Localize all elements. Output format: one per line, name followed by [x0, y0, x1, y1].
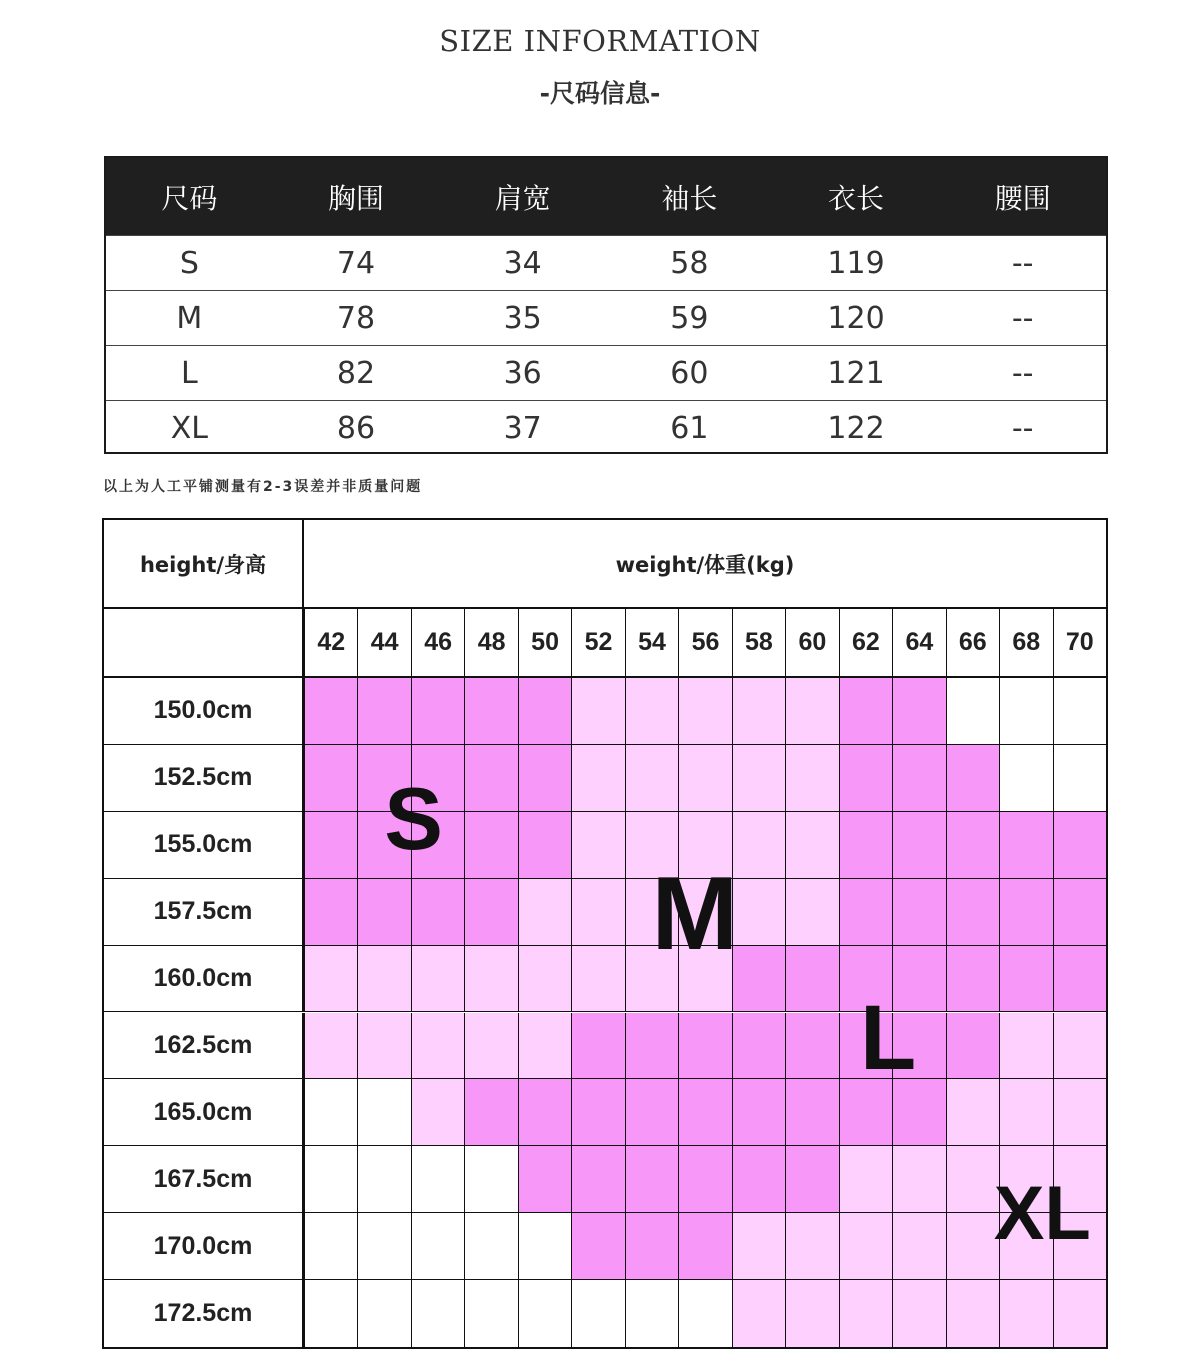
size-cell-l	[946, 1013, 999, 1079]
size-cell-xl	[946, 1213, 999, 1279]
size-cell-xl	[732, 1280, 785, 1347]
size-cell-l	[839, 812, 892, 878]
weight-header-cell: 62	[839, 609, 892, 676]
table-cell: 122	[827, 410, 885, 446]
page-title: SIZE INFORMATION	[439, 24, 761, 58]
size-cell-m	[411, 1079, 464, 1145]
size-cell-m	[304, 1013, 357, 1079]
weight-header-cell: 44	[357, 609, 410, 676]
weight-header-cell: 56	[678, 609, 731, 676]
size-cell-m	[357, 1013, 410, 1079]
size-cell-m	[625, 678, 678, 744]
table-cell: L	[180, 355, 198, 391]
table-cell: 78	[336, 300, 376, 336]
size-cell-m	[732, 678, 785, 744]
size-cell-l	[839, 1079, 892, 1145]
size-cell-m	[785, 745, 838, 811]
size-cell-l	[678, 1213, 731, 1279]
height-row	[104, 879, 1106, 946]
size-cell-l	[678, 1013, 731, 1079]
size-cell-l	[946, 812, 999, 878]
size-cell-s	[411, 678, 464, 744]
empty-cell	[357, 1079, 410, 1145]
size-cell-l	[625, 1146, 678, 1212]
table-cell: --	[1011, 245, 1034, 281]
size-cell-xl	[839, 1146, 892, 1212]
weight-header-cell: 52	[571, 609, 624, 676]
size-cell-l	[999, 812, 1052, 878]
size-cell-m	[571, 678, 624, 744]
size-cell-l	[839, 678, 892, 744]
height-row	[104, 1146, 1106, 1213]
size-cell-l	[625, 1013, 678, 1079]
size-cell-l	[1053, 879, 1106, 945]
table-cell: M	[176, 300, 203, 336]
size-cell-m	[625, 745, 678, 811]
height-label: 165.0cm	[104, 1079, 304, 1145]
table-row	[106, 290, 1106, 345]
size-cell-l	[1053, 812, 1106, 878]
size-cell-s	[304, 678, 357, 744]
size-cell-m	[304, 946, 357, 1012]
size-region-label: XL	[993, 1171, 1091, 1257]
weight-header-cell: 50	[518, 609, 571, 676]
size-cell-m	[571, 812, 624, 878]
size-cell-xl	[785, 1280, 838, 1347]
table-cell: 86	[336, 410, 376, 446]
size-cell-m	[785, 812, 838, 878]
height-label: 150.0cm	[104, 678, 304, 744]
size-cell-l	[518, 1146, 571, 1212]
size-cell-m	[571, 879, 624, 945]
size-cell-m	[518, 1013, 571, 1079]
size-cell-s	[304, 879, 357, 945]
size-cell-s	[518, 678, 571, 744]
weight-header-cell: 66	[946, 609, 999, 676]
empty-cell	[518, 1213, 571, 1279]
height-row	[104, 1280, 1106, 1347]
size-cell-m	[411, 946, 464, 1012]
empty-cell	[411, 1146, 464, 1212]
height-row	[104, 1079, 1106, 1146]
size-cell-m	[732, 812, 785, 878]
weight-axis-label: weight/体重(kg)	[615, 552, 795, 577]
header-cell: 肩宽	[494, 181, 551, 215]
table-row	[106, 400, 1106, 455]
size-table	[104, 156, 1108, 454]
size-cell-l	[839, 879, 892, 945]
size-cell-s	[464, 745, 517, 811]
table-cell: 121	[827, 355, 885, 391]
empty-cell	[464, 1146, 517, 1212]
weight-header-cell: 46	[411, 609, 464, 676]
size-cell-xl	[839, 1280, 892, 1347]
empty-cell	[518, 1280, 571, 1347]
size-cell-l	[946, 879, 999, 945]
size-cell-xl	[839, 1213, 892, 1279]
empty-cell	[357, 1213, 410, 1279]
table-cell: --	[1011, 355, 1034, 391]
header-cell: 胸围	[328, 181, 385, 215]
size-cell-l	[732, 1146, 785, 1212]
size-cell-l	[571, 1079, 624, 1145]
height-row	[104, 745, 1106, 812]
size-cell-l	[892, 879, 945, 945]
empty-cell	[411, 1213, 464, 1279]
size-region-label: L	[860, 987, 917, 1090]
table-row	[106, 345, 1106, 400]
empty-cell	[946, 678, 999, 744]
empty-cell	[625, 1280, 678, 1347]
header-cell: 衣长	[828, 181, 885, 215]
page-subtitle: -尺码信息-	[539, 79, 661, 108]
size-cell-l	[571, 1146, 624, 1212]
table-row	[106, 235, 1106, 290]
height-label: 155.0cm	[104, 812, 304, 878]
size-cell-xl	[999, 1079, 1052, 1145]
size-cell-l	[785, 946, 838, 1012]
height-label: 172.5cm	[104, 1280, 304, 1347]
size-region-label: M	[651, 855, 739, 972]
size-cell-l	[678, 1079, 731, 1145]
table-cell: 82	[336, 355, 376, 391]
size-cell-s	[357, 879, 410, 945]
size-cell-l	[1053, 946, 1106, 1012]
size-cell-m	[464, 946, 517, 1012]
size-cell-xl	[785, 1213, 838, 1279]
size-cell-m	[785, 678, 838, 744]
size-cell-s	[464, 678, 517, 744]
size-cell-xl	[1053, 1079, 1106, 1145]
size-cell-m	[732, 745, 785, 811]
empty-cell	[1053, 745, 1106, 811]
weight-values-row	[104, 609, 1106, 678]
table-cell: 37	[503, 410, 542, 446]
size-cell-l	[518, 1079, 571, 1145]
size-cell-m	[732, 879, 785, 945]
height-label: 162.5cm	[104, 1013, 304, 1079]
height-label: 157.5cm	[104, 879, 304, 945]
size-cell-s	[304, 812, 357, 878]
size-cell-xl	[892, 1146, 945, 1212]
size-cell-l	[839, 745, 892, 811]
size-cell-l	[999, 946, 1052, 1012]
size-cell-l	[785, 1079, 838, 1145]
table-cell: 35	[503, 300, 542, 336]
size-cell-s	[518, 745, 571, 811]
blank-corner-cell	[104, 609, 304, 676]
weight-header-cell: 70	[1053, 609, 1106, 676]
empty-cell	[464, 1213, 517, 1279]
weight-header-cell: 42	[304, 609, 357, 676]
height-axis-label: height/身高	[104, 520, 304, 607]
size-cell-s	[464, 812, 517, 878]
weight-header-cell: 68	[999, 609, 1052, 676]
size-cell-l	[946, 946, 999, 1012]
size-cell-m	[678, 745, 731, 811]
size-cell-s	[304, 745, 357, 811]
size-cell-l	[892, 745, 945, 811]
weight-header-cell: 48	[464, 609, 517, 676]
empty-cell	[304, 1280, 357, 1347]
size-cell-xl	[732, 1213, 785, 1279]
weight-header-cell: 64	[892, 609, 945, 676]
table-cell: 119	[827, 245, 885, 281]
size-cell-l	[464, 1079, 517, 1145]
empty-cell	[464, 1280, 517, 1347]
height-row	[104, 946, 1106, 1013]
size-cell-l	[732, 1079, 785, 1145]
size-cell-xl	[999, 1013, 1052, 1079]
size-cell-xl	[1053, 1013, 1106, 1079]
size-cell-s	[518, 812, 571, 878]
size-cell-xl	[946, 1280, 999, 1347]
size-cell-l	[892, 1079, 945, 1145]
size-table-header	[106, 158, 1106, 235]
height-row	[104, 678, 1106, 745]
weight-header-cell: 58	[732, 609, 785, 676]
size-cell-l	[625, 1213, 678, 1279]
size-cell-l	[571, 1213, 624, 1279]
size-cell-s	[357, 678, 410, 744]
header-cell: 腰围	[994, 181, 1051, 215]
size-cell-xl	[946, 1079, 999, 1145]
size-cell-xl	[892, 1213, 945, 1279]
empty-cell	[304, 1213, 357, 1279]
table-cell: 74	[336, 245, 376, 281]
table-cell: 58	[670, 245, 709, 281]
size-cell-m	[785, 879, 838, 945]
table-cell: 60	[670, 355, 709, 391]
size-cell-m	[571, 745, 624, 811]
table-cell: 120	[827, 300, 885, 336]
height-row	[104, 1013, 1106, 1080]
height-label: 152.5cm	[104, 745, 304, 811]
size-cell-l	[785, 1146, 838, 1212]
empty-cell	[999, 678, 1052, 744]
size-recommendation-grid	[102, 518, 1108, 1349]
empty-cell	[1053, 678, 1106, 744]
empty-cell	[678, 1280, 731, 1347]
height-label: 160.0cm	[104, 946, 304, 1012]
table-cell: 61	[670, 410, 709, 446]
empty-cell	[304, 1146, 357, 1212]
table-cell: --	[1011, 410, 1034, 446]
size-cell-m	[518, 946, 571, 1012]
size-cell-l	[678, 1146, 731, 1212]
size-cell-s	[411, 879, 464, 945]
measurement-note: 以上为人工平铺测量有2-3误差并非质量问题	[103, 479, 423, 495]
size-cell-l	[999, 879, 1052, 945]
size-cell-l	[892, 678, 945, 744]
empty-cell	[304, 1079, 357, 1145]
grid-header-row	[104, 520, 1106, 609]
empty-cell	[357, 1280, 410, 1347]
size-cell-xl	[892, 1280, 945, 1347]
weight-header-cell: 60	[785, 609, 838, 676]
size-region-label: S	[384, 769, 443, 868]
size-cell-l	[571, 1013, 624, 1079]
table-cell: S	[179, 245, 199, 281]
size-cell-xl	[946, 1146, 999, 1212]
empty-cell	[999, 745, 1052, 811]
size-cell-xl	[1053, 1280, 1106, 1347]
height-row	[104, 1213, 1106, 1280]
empty-cell	[571, 1280, 624, 1347]
size-cell-m	[518, 879, 571, 945]
height-label: 170.0cm	[104, 1213, 304, 1279]
size-cell-l	[732, 1013, 785, 1079]
size-cell-m	[678, 678, 731, 744]
size-cell-xl	[999, 1280, 1052, 1347]
size-cell-l	[625, 1079, 678, 1145]
size-cell-l	[946, 745, 999, 811]
table-cell: 59	[670, 300, 709, 336]
table-cell: XL	[170, 410, 208, 446]
size-cell-s	[464, 879, 517, 945]
header-cell: 袖长	[661, 181, 718, 215]
header-cell: 尺码	[161, 181, 218, 215]
weight-header-cell: 54	[625, 609, 678, 676]
table-cell: 36	[503, 355, 542, 391]
height-row	[104, 812, 1106, 879]
size-cell-m	[571, 946, 624, 1012]
size-cell-m	[357, 946, 410, 1012]
size-cell-l	[892, 812, 945, 878]
table-cell: 34	[503, 245, 542, 281]
size-cell-m	[464, 1013, 517, 1079]
size-cell-m	[411, 1013, 464, 1079]
size-cell-l	[732, 946, 785, 1012]
empty-cell	[357, 1146, 410, 1212]
height-label: 167.5cm	[104, 1146, 304, 1212]
table-cell: --	[1011, 300, 1034, 336]
size-cell-l	[785, 1013, 838, 1079]
empty-cell	[411, 1280, 464, 1347]
